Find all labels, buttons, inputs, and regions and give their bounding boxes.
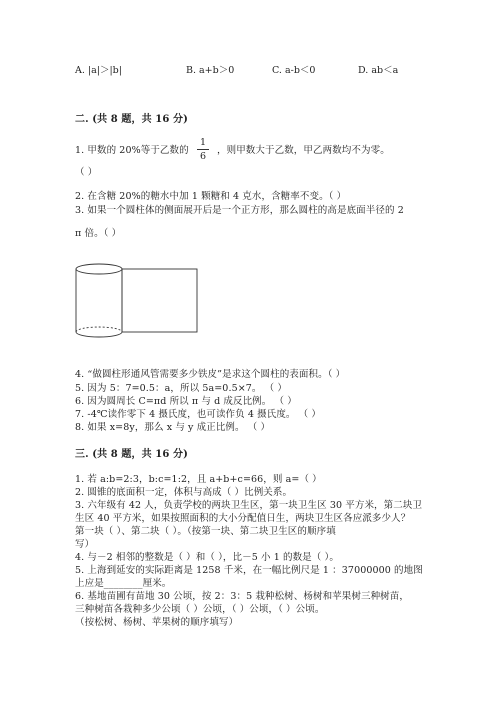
s3-q2: 2. 圆锥的底面积一定，体积与高成（ ）比例关系。 — [75, 487, 293, 498]
cylinder-unfold-figure — [75, 263, 200, 341]
section2-heading: 二. (共 8 题，共 16 分) — [75, 114, 188, 125]
s2-q4: 4. “做圆柱形通风管需要多少铁皮”是求这个圆柱的表面积。（ ） — [75, 369, 346, 380]
s3-q5-line2: 上应是________厘米。 — [75, 578, 172, 589]
s3-q3-line1: 3. 六年级有 42 人，负责学校的两块卫生区，第一块卫生区 30 平方米，第二块卫 — [75, 500, 423, 511]
s2-q6: 6. 因为圆周长 C=πd 所以 π 与 d 成反比例。 （ ） — [75, 396, 297, 407]
s3-q3-line4: 写） — [75, 539, 95, 550]
s2-q1-fraction — [196, 137, 210, 162]
s2-q5: 5. 因为 5：7=0.5：a，所以 5a=0.5×7。 （ ） — [75, 383, 287, 394]
s2-q3-line2: π 倍。（ ） — [75, 228, 122, 239]
section3-heading: 三. (共 8 题，共 16 分) — [75, 449, 188, 460]
option-c: C. a-b＜0 — [272, 65, 316, 76]
cylinder-bottom-front — [76, 332, 122, 337]
s3-q6-line3: （按松树、杨树、苹果树的顺序填写） — [75, 617, 239, 628]
s2-q1 — [75, 144, 189, 157]
option-b: B. a+b＞0 — [186, 65, 235, 76]
s3-q3-line2: 生区 40 平方米，如果按照面积的大小分配值日生，两块卫生区各应派多少人？ — [75, 513, 411, 524]
cylinder-top-ellipse — [76, 264, 122, 274]
unfolded-rectangle — [122, 269, 197, 332]
s2-q1-text-pre: 1. 甲数的 20%等于乙数的 — [75, 145, 189, 156]
s2-q1-paren: （ ） — [75, 167, 98, 178]
s2-q8: 8. 如果 x=8y，那么 x 与 y 成正比例。 （ ） — [75, 422, 271, 433]
s2-q2: 2. 在含糖 20%的糖水中加 1 颗糖和 4 克水，含糖率不变。（ ） — [75, 191, 347, 202]
option-d: D. ab＜a — [358, 65, 399, 76]
s2-q3-line1: 3. 如果一个圆柱体的侧面展开后是一个正方形，那么圆柱的高是底面半径的 2 — [75, 205, 404, 216]
s3-q5-line1: 5. 上海到延安的实际距离是 1258 千米，在一幅比例尺是 1 ：37000000 的地图 — [75, 565, 423, 576]
s3-q6-line2: 三种树苗各栽种多少公顷（ ）公顷，（ ）公顷，（ ）公顷。 — [75, 604, 325, 615]
fraction-denominator: 6 — [199, 151, 207, 162]
s2-q1-text-post: ，则甲数大于乙数，甲乙两数均不为零。 — [217, 145, 390, 156]
fraction-numerator: 1 — [199, 137, 207, 148]
fraction-bar — [197, 149, 209, 150]
cylinder-bottom-back — [76, 327, 122, 332]
s2-q7: 7. -4℃读作零下 4 摄氏度，也可读作负 4 摄氏度。 （ ） — [75, 409, 321, 420]
s3-q4: 4. 与－2 相邻的整数是（ ）和（ ），比－5 小 1 的数是（ ）。 — [75, 552, 339, 563]
s3-q1: 1. 若 a:b=2:3，b:c=1:2，且 a+b+c=66，则 a=（ ） — [75, 474, 322, 485]
s3-q3-line3: 第一块（ ）、第二块（ ）。（按第一块、第二块卫生区的顺序填 — [75, 526, 336, 537]
option-a: A. |a|＞|b| — [75, 65, 122, 76]
s3-q6-line1: 6. 基地苗圃有苗地 30 公顷，按 2：3：5 栽种松树、杨树和苹果树三种树苗， — [75, 591, 409, 602]
